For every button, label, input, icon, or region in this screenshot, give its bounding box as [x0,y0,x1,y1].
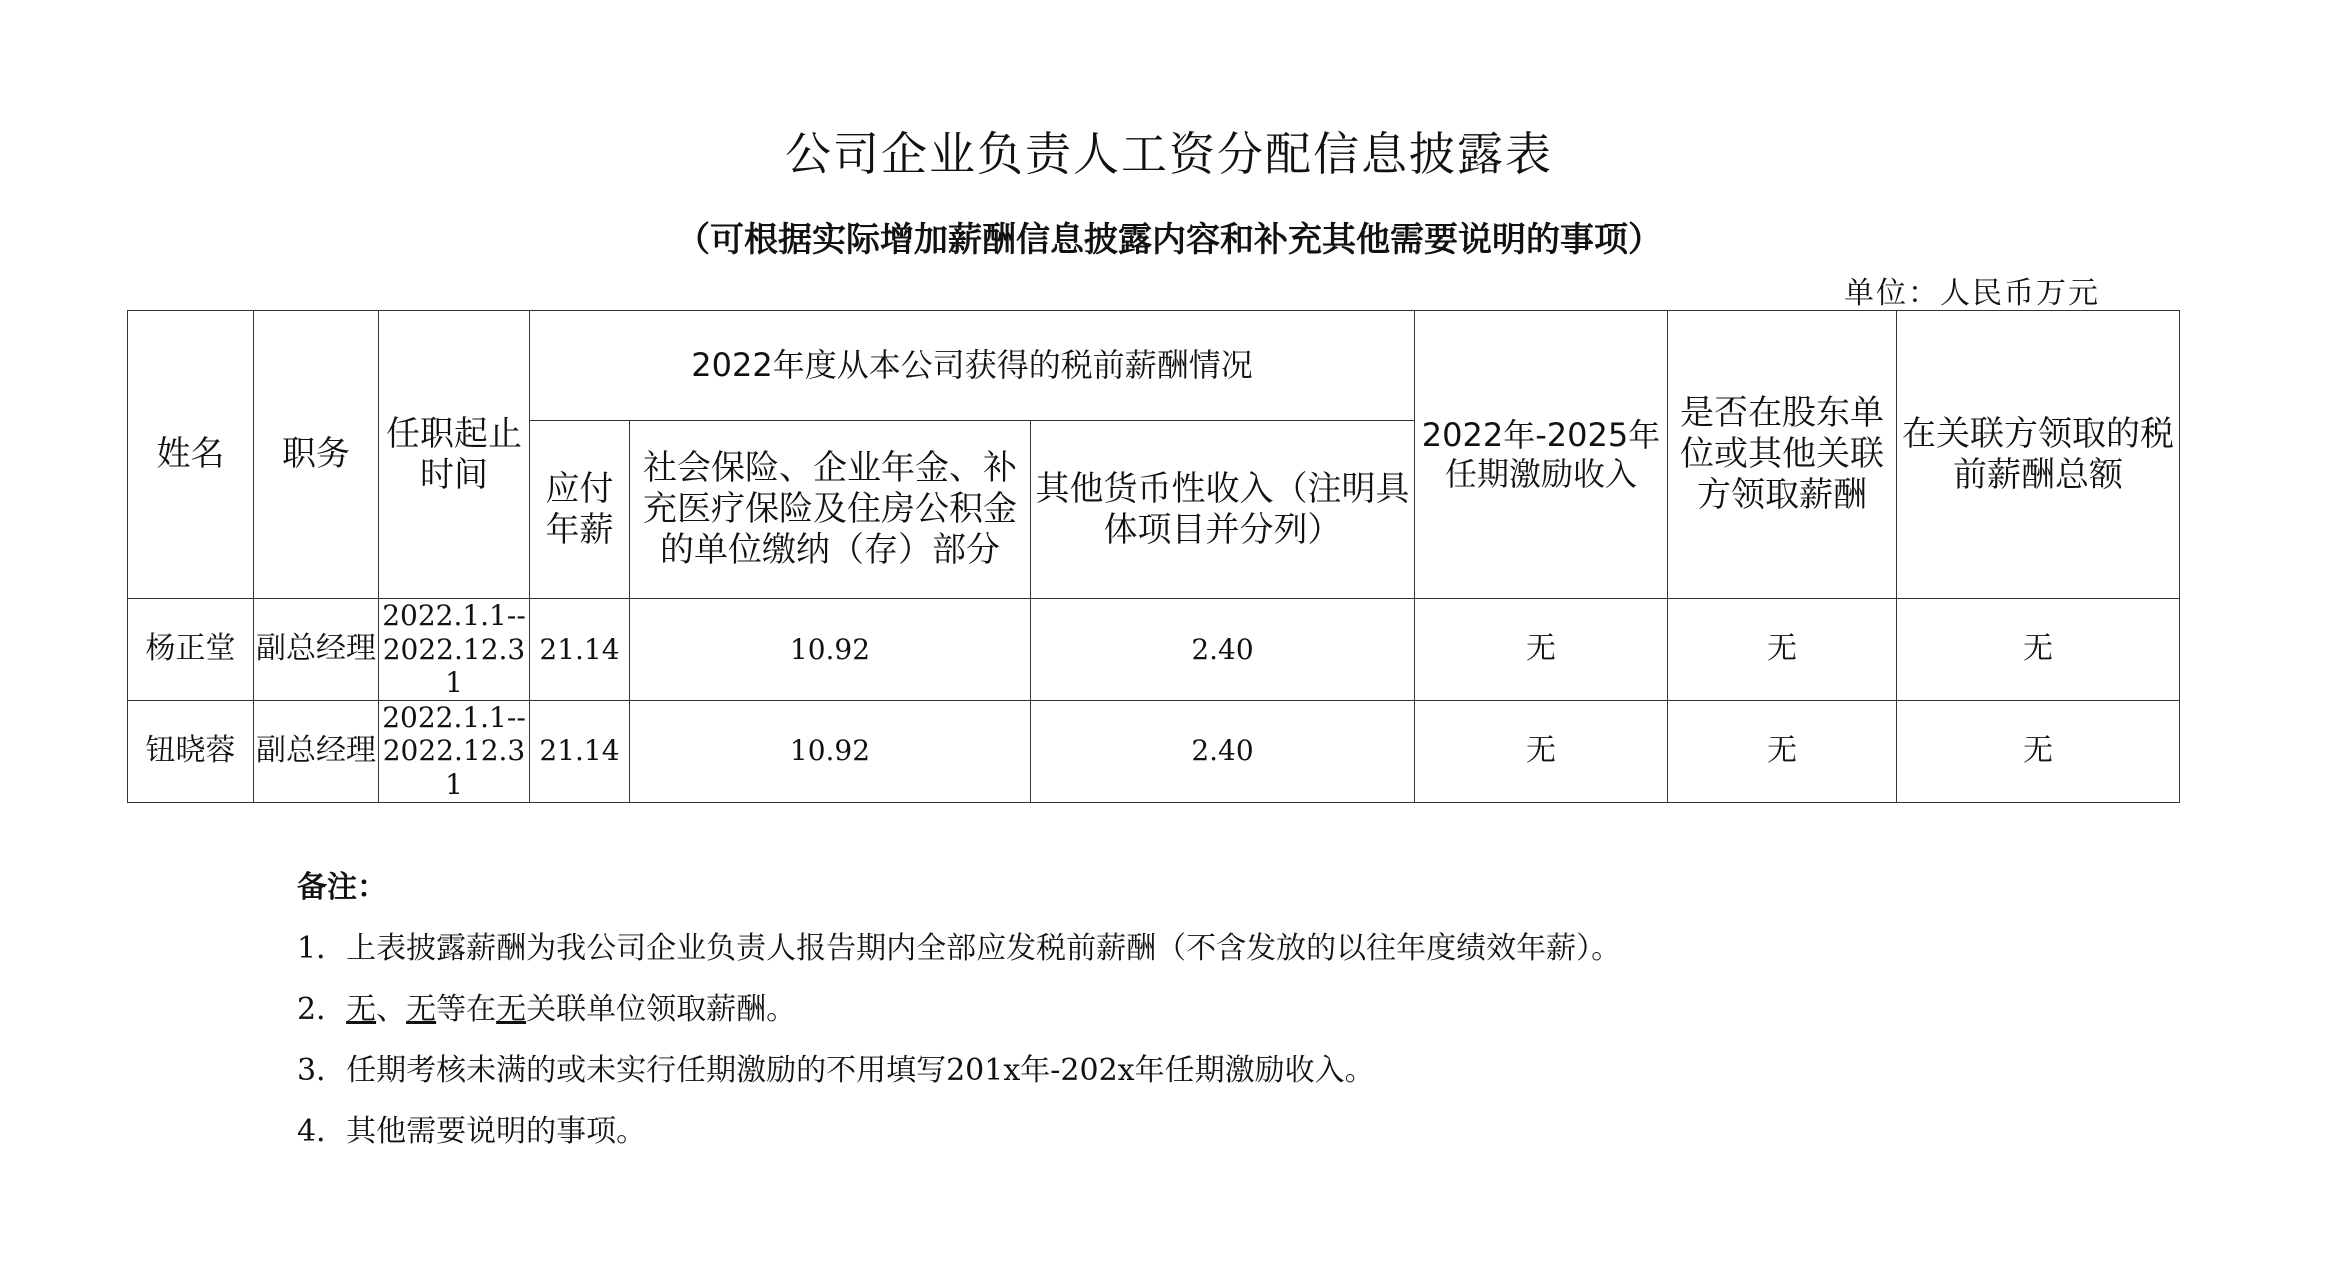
cell-other-income: 2.40 [1031,599,1415,701]
header-other-income: 其他货币性收入（注明具体项目并分列） [1031,421,1415,599]
cell-social-insurance: 10.92 [630,599,1031,701]
cell-incentive: 无 [1415,700,1668,802]
cell-annual-salary: 21.14 [530,700,630,802]
table-row [128,700,2180,802]
page-subtitle: （可根据实际增加薪酬信息披露内容和补充其他需要说明的事项） [676,220,1662,260]
header-incentive: 2022年-2025年任期激励收入 [1415,311,1668,599]
note-underlined-text: 无 [496,992,527,1027]
cell-term: 2022.1.1--2022.12.31 [379,700,530,802]
header-pretax-group: 2022年度从本公司获得的税前薪酬情况 [530,311,1415,421]
header-related-total: 在关联方领取的税前薪酬总额 [1897,311,2180,599]
header-term: 任职起止时间 [379,311,530,599]
cell-position: 副总经理 [254,700,379,802]
cell-name: 钮晓蓉 [128,700,254,802]
header-name: 姓名 [128,311,254,599]
note-underlined-text: 无 [346,992,377,1027]
cell-annual-salary: 21.14 [530,599,630,701]
header-shareholder-paid: 是否在股东单位或其他关联方领取薪酬 [1668,311,1897,599]
note-item: 1．上表披露薪酬为我公司企业负责人报告期内全部应发税前薪酬（不含发放的以往年度绩效年薪）。 [297,931,1622,966]
notes-section [297,862,1621,1172]
salary-table [127,310,2180,803]
note-item [297,989,1621,1031]
cell-shareholder-paid: 无 [1668,700,1897,802]
notes-title: 备注： [297,870,387,905]
cell-shareholder-paid: 无 [1668,599,1897,701]
cell-term: 2022.1.1--2022.12.31 [379,599,530,701]
note-text: 、 [376,992,407,1027]
cell-name: 杨正堂 [128,599,254,701]
cell-incentive: 无 [1415,599,1668,701]
note-text: 2． [297,992,347,1027]
cell-other-income: 2.40 [1031,700,1415,802]
note-item: 4．其他需要说明的事项。 [297,1114,647,1149]
cell-social-insurance: 10.92 [630,700,1031,802]
note-text: 关联单位领取薪酬。 [526,992,797,1027]
page-title: 公司企业负责人工资分配信息披露表 [785,127,1553,181]
header-annual-salary: 应付年薪 [530,421,630,599]
cell-related-total: 无 [1897,599,2180,701]
cell-related-total: 无 [1897,700,2180,802]
cell-position: 副总经理 [254,599,379,701]
currency-unit: 单位：人民币万元 [1844,276,2100,311]
header-social-insurance: 社会保险、企业年金、补充医疗保险及住房公积金的单位缴纳（存）部分 [630,421,1031,599]
note-text: 等在 [436,992,497,1027]
table-row [128,599,2180,701]
note-underlined-text: 无 [406,992,437,1027]
note-item: 3．任期考核未满的或未实行任期激励的不用填写201x年-202x年任期激励收入。 [297,1053,1375,1088]
header-position: 职务 [254,311,379,599]
